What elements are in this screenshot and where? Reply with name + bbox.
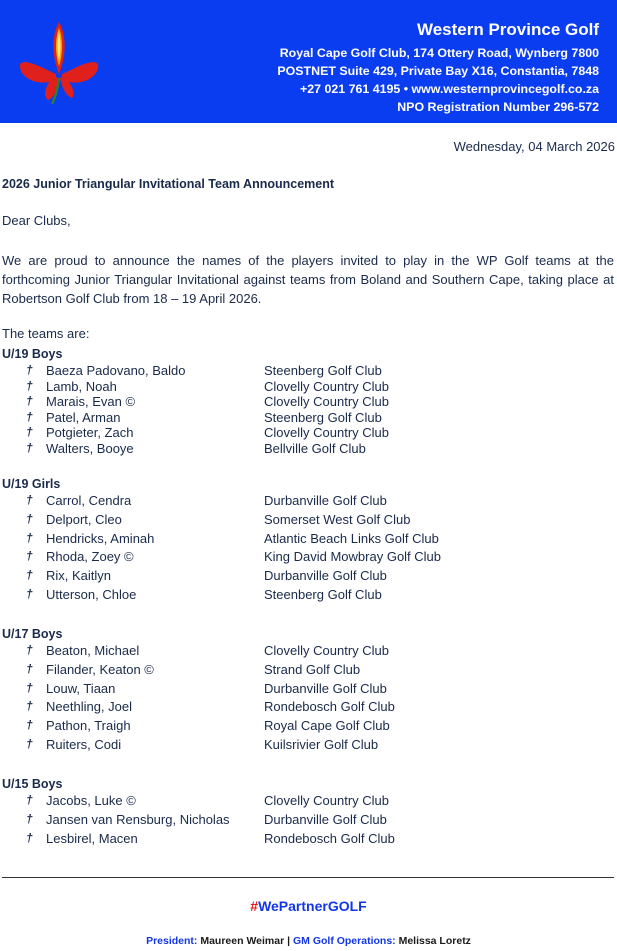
bullet-icon: †	[26, 493, 33, 507]
player-club: Clovelly Country Club	[264, 425, 389, 441]
player-name: Jacobs, Luke ©	[46, 793, 136, 808]
player-row	[2, 379, 602, 395]
bullet-icon: †	[26, 586, 33, 601]
team-title: U/19 Boys	[2, 347, 63, 361]
bullet-icon: †	[26, 363, 33, 377]
team-section	[2, 776, 602, 849]
org-name: Western Province Golf	[416, 20, 599, 39]
player-club: Steenberg Golf Club	[264, 363, 382, 378]
team-section	[2, 346, 602, 457]
player-club: Strand Golf Club	[264, 661, 361, 677]
player-name: Rhoda, Zoey ©	[46, 549, 134, 565]
player-name: Filander, Keaton ©	[46, 661, 154, 677]
player-club: Kuilsrivier Golf Club	[264, 736, 379, 752]
protea-flower-logo	[18, 14, 100, 106]
gm-label: GM Golf Operations:	[292, 935, 396, 947]
player-row	[2, 643, 602, 662]
teams-intro: The teams are:	[2, 326, 90, 341]
bullet-icon: †	[26, 530, 33, 545]
player-club: Atlantic Beach Links Golf Club	[264, 530, 439, 546]
bullet-icon: †	[26, 440, 33, 455]
player-club: Rondebosch Golf Club	[264, 830, 395, 846]
bullet-icon: †	[26, 511, 33, 526]
bullet-icon: †	[26, 394, 33, 409]
player-name: Lamb, Noah	[46, 378, 117, 394]
player-row	[2, 512, 602, 531]
bullet-icon: †	[26, 811, 33, 826]
player-name: Ruiters, Codi	[46, 736, 122, 752]
player-row	[2, 681, 602, 700]
player-row	[2, 394, 602, 410]
player-club: Steenberg Golf Club	[264, 409, 382, 425]
team-title: U/19 Girls	[2, 477, 61, 491]
team-section	[2, 476, 602, 606]
player-club: Somerset West Golf Club	[264, 511, 411, 527]
player-row	[2, 699, 602, 718]
player-club: King David Mowbray Golf Club	[264, 549, 442, 565]
gm-name: Melissa Loretz	[398, 935, 471, 947]
player-row	[2, 812, 602, 831]
bullet-icon: †	[26, 568, 33, 583]
president-name: Maureen Weimar	[200, 935, 285, 947]
bullet-icon: †	[26, 378, 33, 393]
bullet-icon: †	[26, 549, 33, 564]
player-name: Potgieter, Zach	[46, 425, 134, 441]
address-line-2: POSTNET Suite 429, Private Bay X16, Constantia, 7848	[277, 64, 599, 78]
player-row	[2, 568, 602, 587]
player-name: Jansen van Rensburg, Nicholas	[46, 811, 230, 827]
player-club: Rondebosch Golf Club	[264, 699, 395, 715]
player-club: Durbanville Golf Club	[264, 493, 387, 508]
bullet-icon: †	[26, 793, 33, 807]
player-name: Baeza Padovano, Baldo	[46, 363, 186, 378]
player-name: Neethling, Joel	[46, 699, 132, 715]
player-club: Durbanville Golf Club	[264, 680, 387, 696]
player-name: Louw, Tiaan	[46, 680, 116, 696]
player-row	[2, 587, 602, 606]
player-club: Bellville Golf Club	[264, 440, 366, 456]
player-row	[2, 662, 602, 681]
bullet-icon: †	[26, 409, 33, 424]
letter-date: Wednesday, 04 March 2026	[453, 139, 615, 154]
hashtag	[0, 898, 617, 914]
salutation: Dear Clubs,	[2, 213, 71, 228]
player-row	[2, 531, 602, 550]
player-name: Carrol, Cendra	[46, 493, 132, 508]
player-name: Pathon, Traigh	[46, 718, 131, 734]
player-row	[2, 718, 602, 737]
footer-officials	[0, 935, 617, 947]
player-name: Delport, Cleo	[46, 511, 122, 527]
player-club: Durbanville Golf Club	[264, 568, 387, 584]
team-section	[2, 626, 602, 756]
bullet-icon: †	[26, 680, 33, 695]
letterhead-banner	[0, 0, 617, 123]
player-name: Utterson, Chloe	[46, 586, 137, 602]
player-row	[2, 737, 602, 756]
team-title: U/17 Boys	[2, 627, 63, 641]
footer-divider	[2, 877, 614, 878]
player-club: Clovelly Country Club	[264, 378, 389, 394]
bullet-icon: †	[26, 643, 33, 657]
player-row	[2, 410, 602, 426]
player-club: Clovelly Country Club	[264, 793, 389, 808]
contact-line: +27 021 761 4195 • www.westernprovincegolf.co.za	[300, 82, 599, 96]
hashtag-symbol: #	[250, 898, 259, 914]
bullet-icon: †	[26, 699, 33, 714]
hashtag-text: WePartnerGOLF	[258, 898, 367, 914]
player-name: Rix, Kaitlyn	[46, 568, 112, 584]
player-club: Royal Cape Golf Club	[264, 718, 390, 734]
npo-registration: NPO Registration Number 296-572	[397, 100, 599, 114]
player-row	[2, 425, 602, 441]
player-name: Patel, Arman	[46, 409, 121, 425]
player-row	[2, 493, 602, 512]
bullet-icon: †	[26, 736, 33, 751]
player-name: Walters, Booye	[46, 440, 134, 456]
player-row	[2, 441, 602, 457]
player-name: Lesbirel, Macen	[46, 830, 138, 846]
bullet-icon: †	[26, 718, 33, 733]
player-row	[2, 793, 602, 812]
player-row	[2, 363, 602, 379]
team-title: U/15 Boys	[2, 777, 63, 791]
bullet-icon: †	[26, 425, 33, 440]
president-label: President:	[146, 935, 198, 947]
letter-title: 2026 Junior Triangular Invitational Team Announcement	[2, 177, 335, 191]
player-name: Marais, Evan ©	[46, 394, 136, 410]
player-club: Clovelly Country Club	[264, 643, 389, 658]
footer-separator: |	[287, 935, 291, 947]
player-club: Durbanville Golf Club	[264, 811, 387, 827]
player-row	[2, 549, 602, 568]
bullet-icon: †	[26, 830, 33, 845]
player-club: Clovelly Country Club	[264, 394, 389, 410]
player-row	[2, 831, 602, 850]
bullet-icon: †	[26, 661, 33, 676]
player-name: Hendricks, Aminah	[46, 530, 155, 546]
body-paragraph: We are proud to announce the names of the players invited to play in the WP Golf teams at the forthcoming Junior Triangular Invitational against teams from Boland and Southern Cape, taking place at Robertson Golf Club from 18 – 19 April 2026.	[2, 253, 614, 306]
player-name: Beaton, Michael	[46, 643, 140, 658]
player-club: Steenberg Golf Club	[264, 586, 382, 602]
address-line-1: Royal Cape Golf Club, 174 Ottery Road, Wynberg 7800	[279, 46, 599, 60]
